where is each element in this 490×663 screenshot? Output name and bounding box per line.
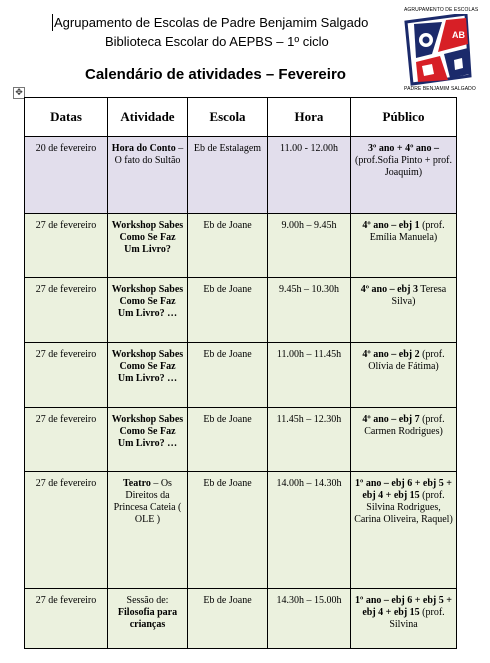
cell-activity <box>108 589 188 649</box>
page-title: Calendário de atividades – Fevereiro <box>85 66 346 83</box>
table-row <box>25 408 457 472</box>
column-header-hora: Hora <box>268 98 351 137</box>
audience-teacher: Teresa Silva) <box>391 284 447 307</box>
audience-teacher: (prof. Silvina <box>389 607 445 630</box>
school-logo <box>404 7 479 93</box>
activity-title: Workshop Sabes Como Se Faz Um Livro? … <box>111 284 184 319</box>
audience-teacher: (prof.Sofia Pinto + prof. Joaquim) <box>354 155 453 178</box>
logo-bottom-text: PADRE BENJAMIM SALGADO <box>404 86 476 92</box>
cell-school: Eb de Joane <box>188 343 268 408</box>
cell-activity <box>108 137 188 214</box>
audience-teacher: (prof. Silvina Rodrigues, Carina Oliveira, Raquel) <box>354 490 453 525</box>
cell-time: 11.00 - 12.00h <box>268 137 351 214</box>
logo-mark-icon <box>404 14 472 86</box>
document-header <box>0 0 490 92</box>
activities-calendar-table <box>24 97 457 649</box>
table-row <box>25 472 457 589</box>
cell-school: Eb de Estalagem <box>188 137 268 214</box>
table-header-row <box>25 98 457 137</box>
cell-activity <box>108 278 188 343</box>
cell-time: 9.45h – 10.30h <box>268 278 351 343</box>
cell-school: Eb de Joane <box>188 589 268 649</box>
cell-audience <box>351 343 457 408</box>
cell-date: 27 de fevereiro <box>25 472 108 589</box>
audience-teacher: (prof. Olívia de Fátima) <box>368 349 445 372</box>
cell-activity <box>108 343 188 408</box>
cell-activity <box>108 408 188 472</box>
audience-class: 4º ano – ebj 1 <box>362 220 420 231</box>
cell-date: 27 de fevereiro <box>25 589 108 649</box>
cell-audience <box>351 137 457 214</box>
cell-date: 27 de fevereiro <box>25 278 108 343</box>
cell-audience <box>351 214 457 278</box>
audience-teacher: (prof. Emília Manuela) <box>369 220 445 243</box>
activity-title: Workshop Sabes Como Se Faz Um Livro? … <box>111 349 184 384</box>
school-group-name: Agrupamento de Escolas de Padre Benjamim Salgado <box>54 15 369 30</box>
cell-time: 14.30h – 15.00h <box>268 589 351 649</box>
cell-time: 11.45h – 12.30h <box>268 408 351 472</box>
audience-class: 1º ano – ebj 6 + ebj 5 + ebj 4 + ebj 15 <box>355 595 452 618</box>
logo-initials: AB <box>452 30 465 40</box>
table-row <box>25 214 457 278</box>
cell-audience <box>351 278 457 343</box>
cell-time: 9.00h – 9.45h <box>268 214 351 278</box>
cell-date: 20 de fevereiro <box>25 137 108 214</box>
cell-date: 27 de fevereiro <box>25 408 108 472</box>
activity-prefix: Sessão de: <box>126 595 169 606</box>
cell-time: 14.00h – 14.30h <box>268 472 351 589</box>
library-name: Biblioteca Escolar do AEPBS – 1º ciclo <box>105 34 329 49</box>
cell-school: Eb de Joane <box>188 408 268 472</box>
activity-title: Workshop Sabes Como Se Faz Um Livro? … <box>111 414 184 449</box>
table-row <box>25 589 457 649</box>
activity-title: Hora do Conto <box>111 143 176 154</box>
cell-audience <box>351 472 457 589</box>
table-row <box>25 343 457 408</box>
cell-audience <box>351 589 457 649</box>
table-row <box>25 278 457 343</box>
activity-title: Teatro <box>123 478 151 489</box>
activity-title: Filosofia para crianças <box>117 607 178 630</box>
cell-school: Eb de Joane <box>188 278 268 343</box>
cell-time: 11.00h – 11.45h <box>268 343 351 408</box>
audience-class: 1º ano – ebj 6 + ebj 5 + ebj 4 + ebj 15 <box>355 478 452 501</box>
table-move-handle-icon[interactable]: ✥ <box>13 87 25 99</box>
cell-audience <box>351 408 457 472</box>
audience-class: 3º ano + 4º ano – <box>368 143 439 154</box>
column-header-publico: Público <box>351 98 457 137</box>
cell-activity <box>108 472 188 589</box>
column-header-escola: Escola <box>188 98 268 137</box>
cell-school: Eb de Joane <box>188 472 268 589</box>
table-row <box>25 137 457 214</box>
column-header-datas: Datas <box>25 98 108 137</box>
column-header-atividade: Atividade <box>108 98 188 137</box>
audience-class: 4º ano – ebj 2 <box>362 349 420 360</box>
cell-date: 27 de fevereiro <box>25 343 108 408</box>
audience-class: 4º ano – ebj 3 <box>360 284 418 295</box>
cell-school: Eb de Joane <box>188 214 268 278</box>
audience-class: 4º ano – ebj 7 <box>362 414 420 425</box>
activity-detail: – Os Direitos da Princesa Cateia ( OLE ) <box>113 478 182 525</box>
text-cursor <box>52 14 53 31</box>
activity-title: Workshop Sabes Como Se Faz Um Livro? <box>111 220 184 255</box>
cell-date: 27 de fevereiro <box>25 214 108 278</box>
logo-top-text: AGRUPAMENTO DE ESCOLAS <box>404 7 479 13</box>
activity-detail: – O fato do Sultão <box>114 143 184 166</box>
cell-activity <box>108 214 188 278</box>
audience-teacher: (prof. Carmen Rodrigues) <box>364 414 445 437</box>
